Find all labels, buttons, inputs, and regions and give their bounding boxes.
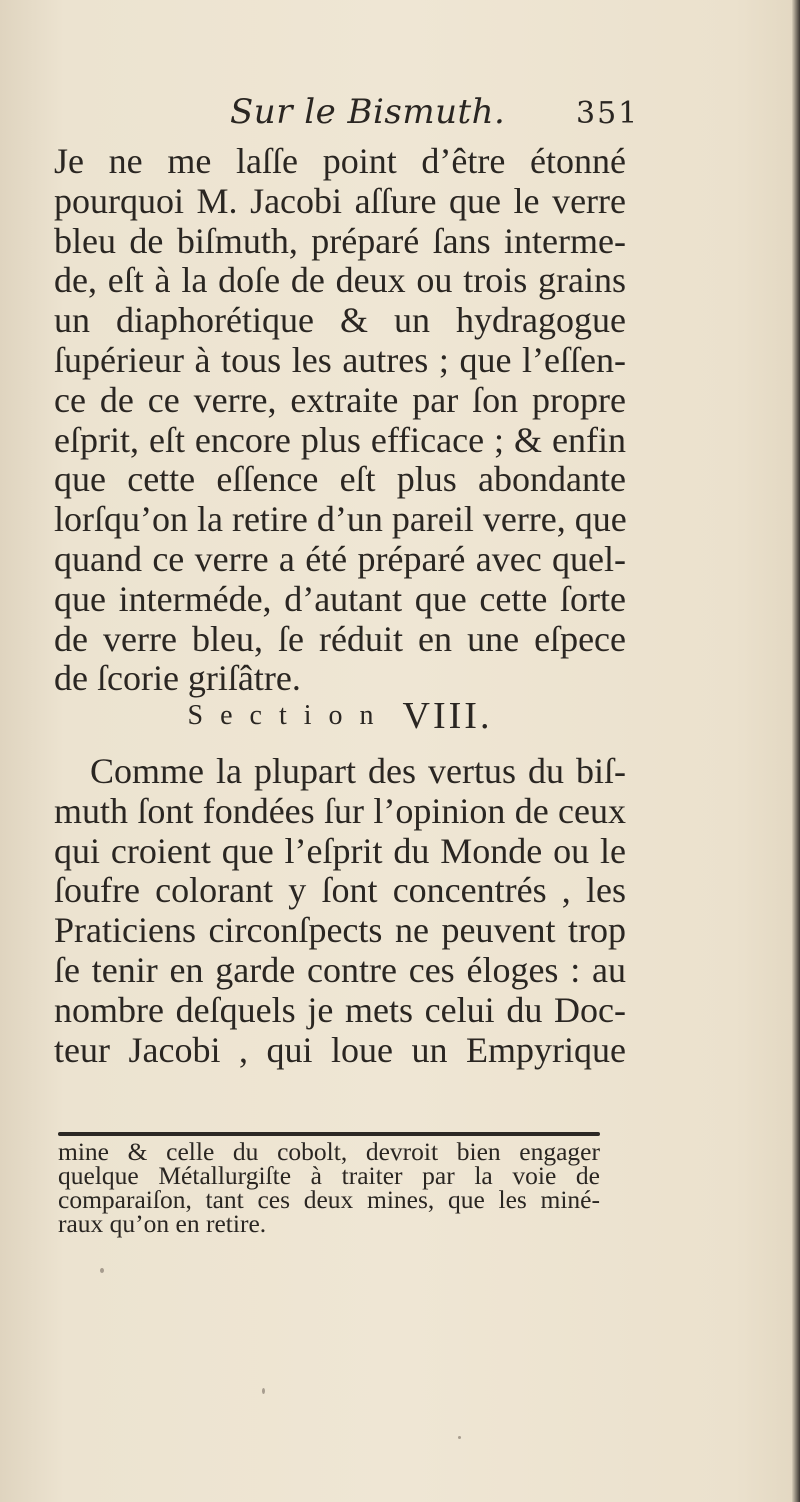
footnote-line: quelque Métallurgiſte à traiter par la voie de [58, 1161, 600, 1190]
footnote [58, 1137, 600, 1238]
paper-speck [100, 1268, 104, 1273]
text-line: de ſcorie griſâtre. [54, 658, 301, 699]
text-line: que cette eſſence eſt plus abondante [54, 459, 626, 500]
text-line: pourquoi M. Jacobi aſſure que le verre [54, 180, 626, 221]
text-line: qui croient que l’eſprit du Monde ou le [54, 830, 626, 871]
footnote-line: mine & celle du cobolt, devroit bien engager [58, 1137, 600, 1166]
text-line: Comme la plupart des vertus du biſ- [90, 751, 626, 791]
page-header [0, 92, 800, 142]
page-number: 351 [576, 96, 640, 131]
section-numeral: VIII. [402, 695, 493, 737]
running-head: Sur le Bismuth. [230, 92, 506, 132]
paragraph-continued [54, 142, 626, 699]
paper-speck [458, 1436, 461, 1439]
text-line: ce de ce verre, extraite par ſon propre [54, 379, 626, 420]
text-line: teur Jacobi , qui loue un Empyrique [54, 1029, 626, 1070]
footnote-line: raux qu’on en retire. [58, 1209, 267, 1238]
text-line: quand ce verre a été préparé avec quel- [54, 538, 626, 579]
section-word: Section [187, 700, 391, 731]
text-line: bleu de biſmuth, préparé ſans interme- [54, 220, 626, 261]
paper-speck [262, 1388, 265, 1394]
text-line: de verre bleu, ſe réduit en une eſpece [54, 618, 626, 659]
text-line: ſe tenir en garde contre ces éloges : au [54, 949, 626, 990]
text-line: lorſqu’on la retire d’un pareil verre, que [54, 499, 627, 540]
text-line: ſoufre colorant y ſont concentrés , les [54, 870, 626, 911]
text-line: Je ne me laſſe point d’être étonné [54, 141, 626, 181]
text-line: de, eſt à la doſe de deux ou trois grains [54, 260, 626, 301]
text-line: un diaphorétique & un hydragogue [54, 300, 626, 341]
footnote-line: comparaiſon, tant ces deux mines, que les miné- [58, 1185, 600, 1214]
section-paragraph [54, 752, 626, 1070]
text-line: Praticiens circonſpects ne peuvent trop [54, 910, 626, 951]
text-line: eſprit, eſt encore plus efficace ; & enfin [54, 419, 626, 460]
page-edge-shadow [792, 0, 800, 1502]
text-line: muth ſont fondées ſur l’opinion de ceux [54, 790, 626, 831]
text-line: nombre deſquels je mets celui du Doc- [54, 989, 626, 1030]
footnote-rule [58, 1132, 600, 1136]
text-line: que interméde, d’autant que cette ſorte [54, 578, 626, 619]
text-line: ſupérieur à tous les autres ; que l’eſſen- [54, 339, 626, 380]
section-heading [54, 694, 626, 744]
